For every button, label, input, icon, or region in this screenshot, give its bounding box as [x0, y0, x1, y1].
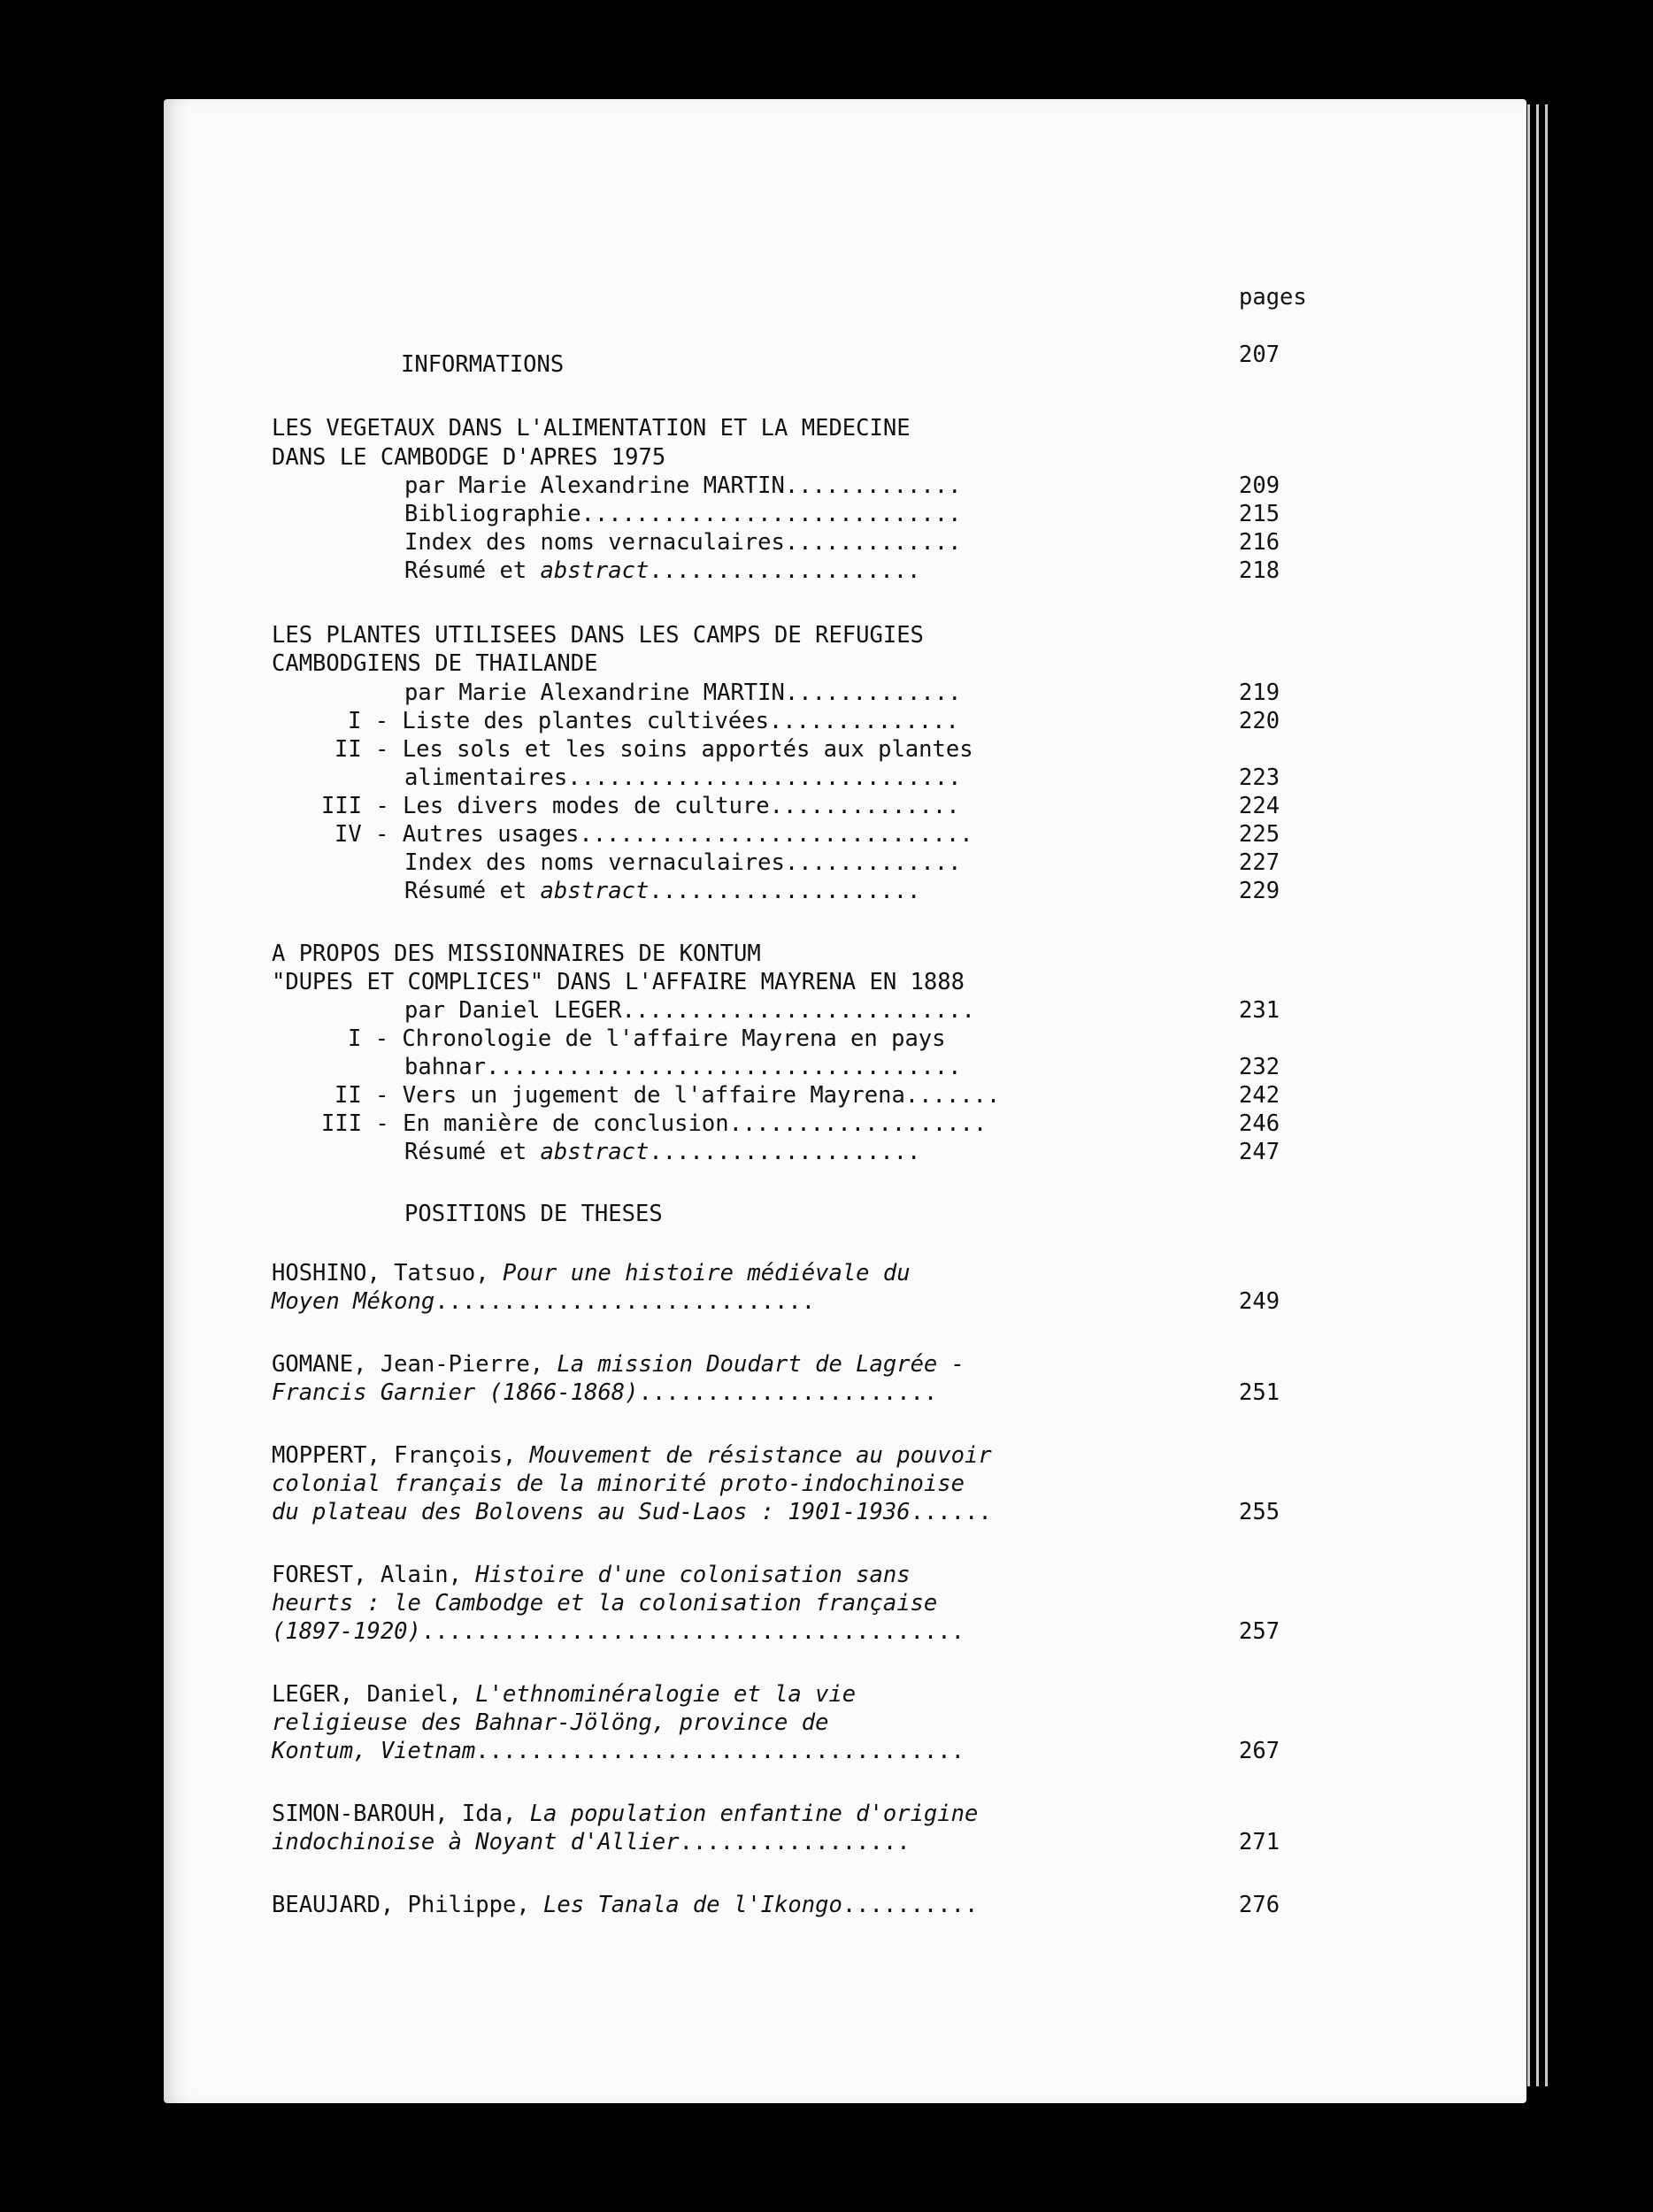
toc-entry: Résumé et abstract....................	[404, 557, 921, 584]
thesis-entry: MOPPERT, François, Mouvement de résistance au pouvoir	[272, 1442, 992, 1469]
section-title: LES PLANTES UTILISEES DANS LES CAMPS DE REFUGIES	[272, 622, 924, 649]
document-page	[164, 99, 1526, 2103]
page-number: 257	[1239, 1618, 1280, 1645]
page-number: 231	[1239, 997, 1280, 1024]
page-number: 267	[1239, 1738, 1280, 1764]
thesis-entry: LEGER, Daniel, L'ethnominéralogie et la vie	[272, 1681, 857, 1708]
thesis-entry: GOMANE, Jean-Pierre, La mission Doudart de Lagrée -	[272, 1351, 965, 1378]
thesis-entry: BEAUJARD, Philippe, Les Tanala de l'Ikongo..........	[272, 1892, 979, 1918]
informations-heading: INFORMATIONS	[401, 351, 565, 378]
page-number: 219	[1239, 680, 1280, 706]
page-number: 251	[1239, 1379, 1280, 1406]
toc-entry: III - Les divers modes de culture..............	[321, 793, 960, 819]
section-title: "DUPES ET COMPLICES" DANS L'AFFAIRE MAYRENA EN 1888	[272, 969, 965, 995]
page-edge	[1536, 104, 1539, 2086]
toc-entry: Résumé et abstract....................	[404, 1139, 921, 1165]
thesis-entry: colonial français de la minorité proto-indochinoise	[272, 1471, 965, 1497]
page-number: 224	[1239, 793, 1280, 819]
thesis-entry: Kontum, Vietnam....................................	[272, 1738, 965, 1764]
toc-entry: Résumé et abstract....................	[404, 878, 921, 904]
toc-entry: Index des noms vernaculaires.............	[404, 529, 962, 556]
page-number: 227	[1239, 849, 1280, 876]
page-edge	[1527, 104, 1530, 2086]
pages-label: pages	[1239, 284, 1307, 311]
page-number: 232	[1239, 1054, 1280, 1080]
thesis-entry: Moyen Mékong............................	[272, 1288, 816, 1315]
page-number: 207	[1239, 342, 1280, 368]
page-number: 215	[1239, 501, 1280, 527]
page-number: 209	[1239, 472, 1280, 499]
thesis-entry: religieuse des Bahnar-Jölöng, province de	[272, 1709, 829, 1736]
toc-entry: bahnar...................................	[404, 1054, 962, 1080]
toc-entry: Index des noms vernaculaires.............	[404, 849, 962, 876]
page-number: 218	[1239, 557, 1280, 584]
page-number: 225	[1239, 821, 1280, 848]
section-title: LES VEGETAUX DANS L'ALIMENTATION ET LA MEDECINE	[272, 415, 911, 442]
toc-entry: I - Chronologie de l'affaire Mayrena en pays	[348, 1025, 946, 1052]
thesis-entry: indochinoise à Noyant d'Allier.................	[272, 1829, 911, 1855]
theses-heading: POSITIONS DE THESES	[404, 1201, 663, 1227]
toc-entry: par Daniel LEGER..........................	[404, 997, 975, 1024]
page-number: 276	[1239, 1892, 1280, 1918]
toc-entry: par Marie Alexandrine MARTIN.............	[404, 472, 962, 499]
toc-entry: Bibliographie............................	[404, 501, 962, 527]
toc-entry: III - En manière de conclusion...................	[321, 1110, 988, 1137]
thesis-entry: SIMON-BAROUH, Ida, La population enfantine d'origine	[272, 1801, 979, 1827]
toc-entry: I - Liste des plantes cultivées..............	[348, 708, 959, 734]
thesis-entry: heurts : le Cambodge et la colonisation française	[272, 1590, 938, 1617]
toc-entry: IV - Autres usages.............................	[334, 821, 973, 848]
page-number: 216	[1239, 529, 1280, 556]
thesis-entry: HOSHINO, Tatsuo, Pour une histoire médiévale du	[272, 1260, 911, 1286]
page-number: 220	[1239, 708, 1280, 734]
toc-entry: par Marie Alexandrine MARTIN.............	[404, 680, 962, 706]
toc-entry: II - Vers un jugement de l'affaire Mayrena.......	[334, 1082, 1001, 1109]
page-number: 246	[1239, 1110, 1280, 1137]
toc-entry: II - Les sols et les soins apportés aux plantes	[334, 736, 973, 763]
thesis-entry: du plateau des Bolovens au Sud-Laos : 1901-1936......	[272, 1499, 992, 1525]
page-number: 247	[1239, 1139, 1280, 1165]
toc-entry: alimentaires.............................	[404, 764, 962, 791]
page-edge	[1545, 104, 1548, 2086]
page-number: 242	[1239, 1082, 1280, 1109]
page-number: 255	[1239, 1499, 1280, 1525]
thesis-entry: FOREST, Alain, Histoire d'une colonisation sans	[272, 1562, 911, 1588]
section-title: DANS LE CAMBODGE D'APRES 1975	[272, 444, 666, 471]
page-number: 223	[1239, 764, 1280, 791]
section-title: A PROPOS DES MISSIONNAIRES DE KONTUM	[272, 941, 761, 967]
section-title: CAMBODGIENS DE THAILANDE	[272, 650, 598, 677]
thesis-entry: (1897-1920)........................................	[272, 1618, 965, 1645]
page-number: 271	[1239, 1829, 1280, 1855]
thesis-entry: Francis Garnier (1866-1868)......................	[272, 1379, 938, 1406]
page-number: 249	[1239, 1288, 1280, 1315]
page-number: 229	[1239, 878, 1280, 904]
